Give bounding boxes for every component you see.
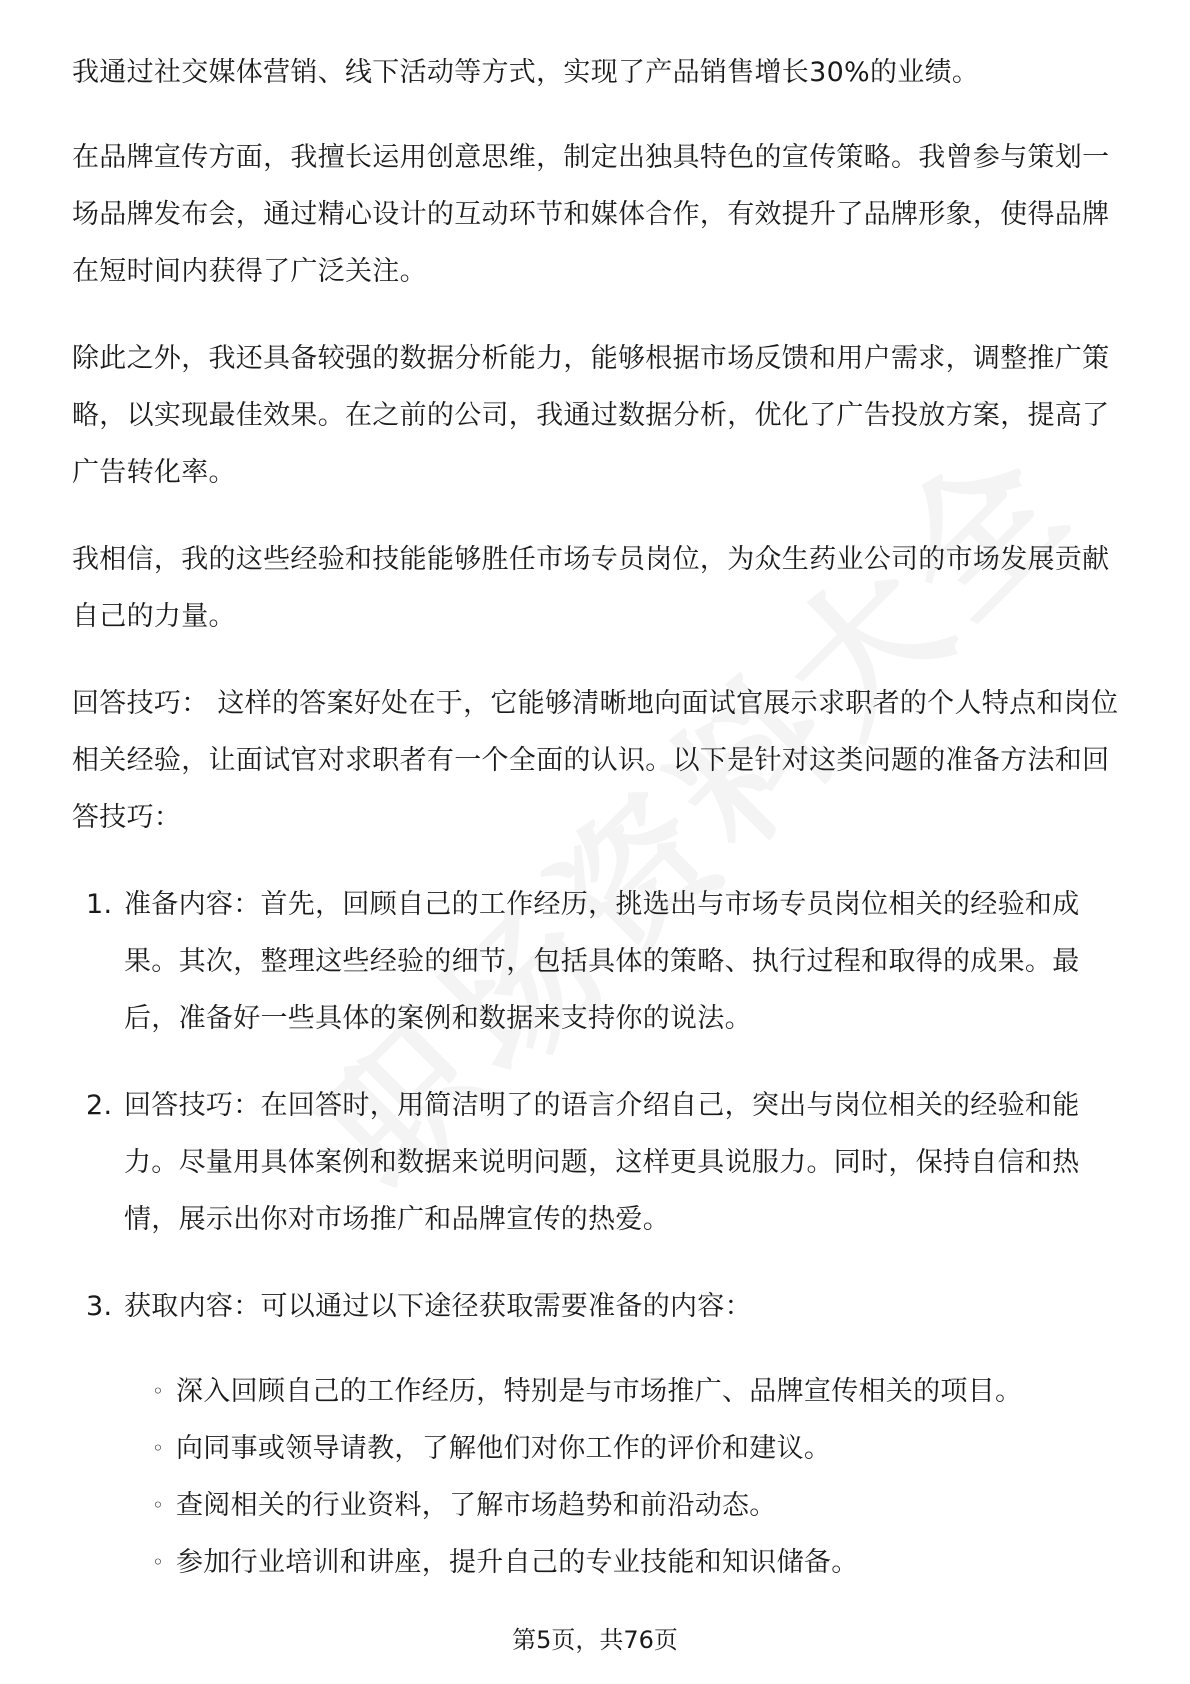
sub-list-item — [124, 1363, 1120, 1420]
list-item — [72, 1278, 1120, 1591]
ordered-list — [72, 876, 1120, 1591]
page-number: 第5页，共76页 — [512, 1626, 678, 1654]
bullet-icon: ◦ — [152, 1436, 165, 1460]
sub-list-item — [124, 1534, 1120, 1591]
paragraph-5: 回答技巧： 这样的答案好处在于，它能够清晰地向面试官展示求职者的个人特点和岗位相关经验，让面试官对求职者有一个全面的认识。以下是针对这类问题的准备方法和回答技巧： — [72, 688, 1119, 833]
paragraph-2: 在品牌宣传方面，我擅长运用创意思维，制定出独具特色的宣传策略。我曾参与策划一场品牌发布会，通过精心设计的互动环节和媒体合作，有效提升了品牌形象，使得品牌在短时间内获得了广泛关注。 — [72, 142, 1110, 287]
bullet-icon: ◦ — [152, 1493, 165, 1517]
paragraph-1: 我通过社交媒体营销、线下活动等方式，实现了产品销售增长30%的业绩。 — [72, 57, 980, 88]
list-number: 1. — [86, 889, 113, 920]
list-number: 3. — [86, 1291, 113, 1322]
bullet-icon: ◦ — [152, 1379, 165, 1403]
list-item — [72, 1077, 1120, 1248]
sub-list-item-text: 参加行业培训和讲座，提升自己的专业技能和知识储备。 — [176, 1547, 859, 1578]
sub-list-item-text: 深入回顾自己的工作经历，特别是与市场推广、品牌宣传相关的项目。 — [176, 1376, 1023, 1407]
bullet-icon: ◦ — [152, 1550, 165, 1574]
list-item-text: 准备内容：首先，回顾自己的工作经历，挑选出与市场专员岗位相关的经验和成果。其次，整理这些经验的细节，包括具体的策略、执行过程和取得的成果。最后，准备好一些具体的案例和数据来支持你的说法。 — [124, 889, 1080, 1034]
paragraph-3: 除此之外，我还具备较强的数据分析能力，能够根据市场反馈和用户需求，调整推广策略，以实现最佳效果。在之前的公司，我通过数据分析，优化了广告投放方案，提高了广告转化率。 — [72, 343, 1110, 488]
sub-list — [124, 1363, 1120, 1591]
sub-list-item — [124, 1420, 1120, 1477]
sub-list-item-text: 查阅相关的行业资料，了解市场趋势和前沿动态。 — [176, 1490, 777, 1521]
sub-list-item — [124, 1477, 1120, 1534]
sub-list-item-text: 向同事或领导请教，了解他们对你工作的评价和建议。 — [176, 1433, 832, 1464]
list-item-text: 获取内容：可以通过以下途径获取需要准备的内容： — [124, 1291, 752, 1322]
list-item-text: 回答技巧：在回答时，用简洁明了的语言介绍自己，突出与岗位相关的经验和能力。尽量用具体案例和数据来说明问题，这样更具说服力。同时，保持自信和热情，展示出你对市场推广和品牌宣传的热爱。 — [124, 1090, 1080, 1235]
list-item — [72, 876, 1120, 1047]
document-body — [72, 44, 1120, 1621]
paragraph-4: 我相信，我的这些经验和技能能够胜任市场专员岗位，为众生药业公司的市场发展贡献自己的力量。 — [72, 544, 1110, 632]
list-number: 2. — [86, 1090, 113, 1121]
